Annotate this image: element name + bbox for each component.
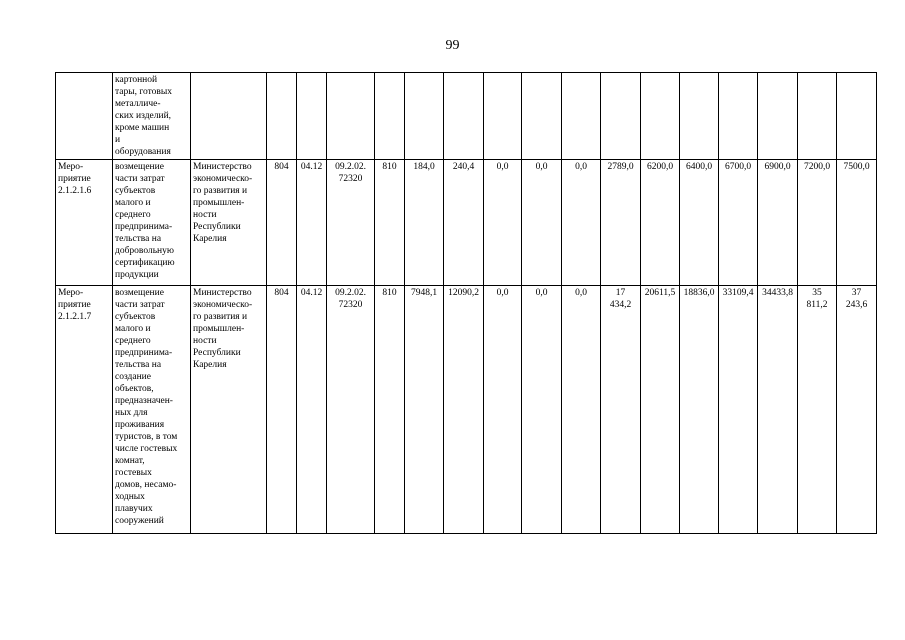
page-number: 99 <box>445 38 460 53</box>
responsible-executor-cell: Министерство экономическо- го развития и промышлен- ности Республики Карелия <box>191 160 267 286</box>
target-article-cell: 09.2.02. 72320 <box>327 160 375 286</box>
value-cell: 35 811,2 <box>798 286 837 534</box>
value-cell: 37 243,6 <box>837 286 877 534</box>
value-cell: 0,0 <box>562 286 601 534</box>
value-cell <box>680 73 719 160</box>
value-cell: 2789,0 <box>601 160 641 286</box>
responsible-executor-cell: Министерство экономическо- го развития и промышлен- ности Республики Карелия <box>191 286 267 534</box>
value-cell: 7200,0 <box>798 160 837 286</box>
budget-table <box>55 72 877 534</box>
value-cell <box>758 73 798 160</box>
value-cell: 7948,1 <box>405 286 444 534</box>
activity-description-cell: возмещение части затрат субъектов малого и среднего предпринима- тельства на создание объектов, предназначен- ных для проживания туристов, в том числе гостевых комнат, гостевых домов, несамо- ходных плавучих сооружений <box>113 286 191 534</box>
section-code-cell: 04.12 <box>297 286 327 534</box>
target-article-cell: 09.2.02. 72320 <box>327 286 375 534</box>
expense-type-cell: 810 <box>375 160 405 286</box>
value-cell <box>798 73 837 160</box>
grbs-code-cell: 804 <box>267 160 297 286</box>
value-cell <box>484 73 522 160</box>
activity-code-cell: Меро- приятие 2.1.2.1.7 <box>56 286 113 534</box>
value-cell: 184,0 <box>405 160 444 286</box>
target-article-cell <box>327 73 375 160</box>
value-cell: 6400,0 <box>680 160 719 286</box>
value-cell <box>522 73 562 160</box>
value-cell <box>601 73 641 160</box>
activity-description-cell: возмещение части затрат субъектов малого и среднего предпринима- тельства на добровольную сертификацию продукции <box>113 160 191 286</box>
value-cell: 6200,0 <box>641 160 680 286</box>
grbs-code-cell <box>267 73 297 160</box>
value-cell: 34433,8 <box>758 286 798 534</box>
value-cell <box>641 73 680 160</box>
value-cell <box>562 73 601 160</box>
section-code-cell: 04.12 <box>297 160 327 286</box>
value-cell: 7500,0 <box>837 160 877 286</box>
value-cell: 12090,2 <box>444 286 484 534</box>
value-cell: 0,0 <box>562 160 601 286</box>
value-cell: 33109,4 <box>719 286 758 534</box>
value-cell: 0,0 <box>522 286 562 534</box>
value-cell <box>444 73 484 160</box>
table-row <box>56 73 877 160</box>
section-code-cell <box>297 73 327 160</box>
value-cell: 240,4 <box>444 160 484 286</box>
value-cell: 6700,0 <box>719 160 758 286</box>
activity-code-cell: Меро- приятие 2.1.2.1.6 <box>56 160 113 286</box>
table-row <box>56 286 877 534</box>
value-cell: 0,0 <box>484 160 522 286</box>
table-row <box>56 160 877 286</box>
value-cell: 0,0 <box>522 160 562 286</box>
activity-code-cell <box>56 73 113 160</box>
grbs-code-cell: 804 <box>267 286 297 534</box>
expense-type-cell <box>375 73 405 160</box>
value-cell: 6900,0 <box>758 160 798 286</box>
value-cell <box>837 73 877 160</box>
value-cell: 20611,5 <box>641 286 680 534</box>
value-cell: 0,0 <box>484 286 522 534</box>
responsible-executor-cell <box>191 73 267 160</box>
value-cell: 17 434,2 <box>601 286 641 534</box>
value-cell <box>405 73 444 160</box>
expense-type-cell: 810 <box>375 286 405 534</box>
activity-description-cell: картонной тары, готовых металличе- ских изделий, кроме машин и оборудования <box>113 73 191 160</box>
value-cell: 18836,0 <box>680 286 719 534</box>
value-cell <box>719 73 758 160</box>
